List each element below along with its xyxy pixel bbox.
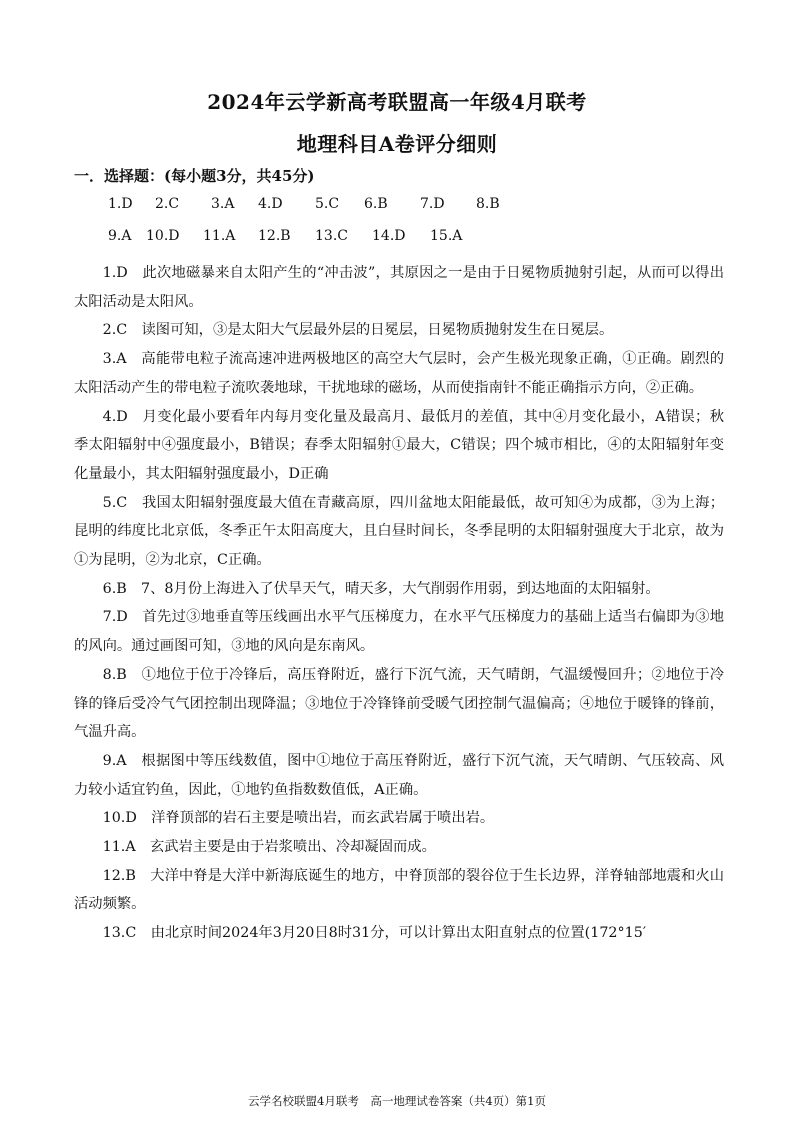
answer-key-item: 7.D xyxy=(420,196,445,212)
explanation-q6: 6.B 7、8月份上海进入了伏旱天气，晴天多，大气削弱作用弱，到达地面的太阳辐射。 xyxy=(102,580,660,597)
document-subtitle: 地理科目A卷评分细则 xyxy=(296,132,498,156)
explanation-q5: 5.C 我国太阳辐射强度最大值在青藏高原，四川盆地太阳能最低，故可知④为成都，③为上海；昆明的纬度比北京低，冬季正午太阳高度大，且白昼时间长，冬季昆明的太阳辐射强度大于北京，故为①为昆明，②为北京，C正确。 xyxy=(74,494,724,569)
explanation-q11: 11.A 玄武岩主要是由于岩浆喷出、冷却凝固而成。 xyxy=(102,839,436,856)
section-heading: 一．选择题：(每小题3分，共45分) xyxy=(74,167,315,185)
page-footer: 云学名校联盟4月联考 高一地理试卷答案（共4页）第1页 xyxy=(248,1094,546,1108)
explanation-q10: 10.D 洋脊顶部的岩石主要是喷出岩，而玄武岩属于喷出岩。 xyxy=(102,810,495,827)
document-title: 2024年云学新高考联盟高一年级4月联考 xyxy=(207,90,587,114)
answer-key-item: 11.A xyxy=(203,228,236,244)
answer-key-item: 2.C xyxy=(155,196,180,212)
answer-key-item: 5.C xyxy=(315,196,340,212)
explanation-q4: 4.D 月变化最小要看年内每月变化量及最高月、最低月的差值，其中④月变化最小，A错误；秋季太阳辐射中④强度最小，B错误；春季太阳辐射①最大，C错误；四个城市相比，④的太阳辐射年变化量最小，其太阳辐射强度最小，D正确 xyxy=(74,408,724,482)
answer-key-item: 9.A xyxy=(108,228,132,244)
answer-key-item: 15.A xyxy=(430,228,463,244)
explanation-q3: 3.A 高能带电粒子流高速冲进两极地区的高空大气层时，会产生极光现象正确，①正确。剧烈的太阳活动产生的带电粒子流吹袭地球，干扰地球的磁场，从而使指南针不能正确指示方向，②正确。 xyxy=(74,351,724,396)
explanation-q2: 2.C 读图可知，③是太阳大气层最外层的日冕层，日冕物质抛射发生在日冕层。 xyxy=(102,322,614,339)
answer-key-item: 13.C xyxy=(315,228,348,244)
answer-key-item: 3.A xyxy=(211,196,235,212)
answer-key-item: 6.B xyxy=(364,196,388,212)
answer-key-item: 12.B xyxy=(258,228,291,244)
answer-key-row-2 xyxy=(108,228,748,250)
answer-key-item: 1.D xyxy=(108,196,133,212)
answer-key-item: 8.B xyxy=(476,196,500,212)
explanation-q12: 12.B 大洋中脊是大洋中新海底诞生的地方，中脊顶部的裂谷位于生长边界，洋脊轴部地震和火山活动频繁。 xyxy=(74,867,724,913)
explanations xyxy=(74,259,724,948)
explanation-q8: 8.B ①地位于位于冷锋后，高压脊附近，盛行下沉气流，天气晴朗，气温缓慢回升；②地位于冷锋的锋后受冷气气团控制出现降温；③地位于冷锋锋前受暖气团控制气温偏高；④地位于暖锋的锋前，气温升高。 xyxy=(74,666,724,741)
answer-key-item: 10.D xyxy=(146,228,180,244)
explanation-q1: 1.D 此次地磁暴来自太阳产生的“冲击波”，其原因之一是由于日冕物质抛射引起，从而可以得出太阳活动是太阳风。 xyxy=(74,265,724,310)
explanation-q7: 7.D 首先过③地垂直等压线画出水平气压梯度力，在水平气压梯度力的基础上适当右偏即为③地的风向。通过画图可知，③地的风向是东南风。 xyxy=(74,609,724,655)
answer-key-row-1 xyxy=(108,196,748,218)
answer-key-item: 4.D xyxy=(258,196,283,212)
answer-key-item: 14.D xyxy=(372,228,406,244)
explanation-q13: 13.C 由北京时间2024年3月20日8时31分，可以计算出太阳直射点的位置(172°15′ xyxy=(102,925,647,942)
explanation-q9: 9.A 根据图中等压线数值，图中①地位于高压脊附近，盛行下沉气流，天气晴朗、气压较高、风力较小适宜钓鱼，因此，①地钓鱼指数数值低，A正确。 xyxy=(74,752,724,798)
